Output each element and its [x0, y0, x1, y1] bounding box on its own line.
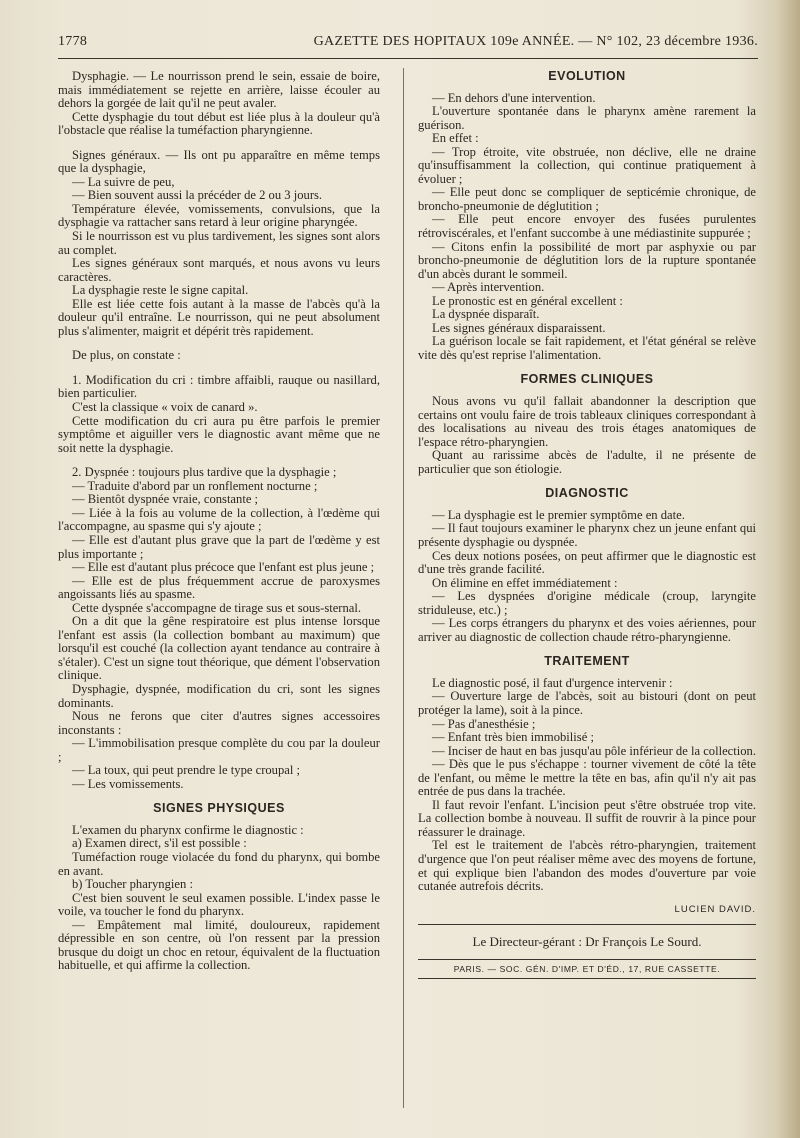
paragraph: Nous ne ferons que citer d'autres signes accessoires inconstants : — [58, 709, 380, 737]
paragraph: — Inciser de haut en bas jusqu'au pôle inférieur de la collection. — [432, 743, 756, 758]
paragraph: Si le nourrisson est vu plus tardivement, les signes sont alors au complet. — [58, 229, 380, 257]
page-number: 1778 — [58, 34, 88, 49]
page-header — [58, 34, 758, 56]
paragraph: 2. Dyspnée : toujours plus tardive que la dysphagie ; — [72, 465, 337, 480]
paragraph: — Il faut toujours examiner le pharynx chez un jeune enfant qui présente dysphagie ou dyspnée. — [418, 521, 756, 549]
section-heading-traitement: TRAITEMENT — [544, 654, 630, 669]
paragraph: — Enfant très bien immobilisé ; — [432, 730, 594, 745]
paragraph: Cette modification du cri aura pu être parfois le premier symptôme et aiguiller vers le diagnostic avant même que ne soit nette la dysphagie. — [58, 413, 380, 455]
director-line: Le Directeur-gérant : Dr François Le Sourd. — [472, 934, 702, 950]
paragraph: Les signes généraux disparaissent. — [432, 320, 606, 335]
paragraph: Dysphagie. — Le nourrisson prend le sein, essaie de boire, mais immédiatement se rejette en arrière, laisse écouler au dehors la gorgée de lait qu'il ne peut avaler. — [58, 69, 380, 111]
author-signature: LUCIEN DAVID. — [674, 903, 756, 915]
paragraph: — Empâtement mal limité, douloureux, rapidement dépressible en son centre, où l'on ressent par la pression brusque du doigt un choc en retour, équivalent de la fluctuation habituelle, et qui affirme la collection. — [58, 917, 380, 973]
paragraph: — Elle peut encore envoyer des fusées purulentes rétroviscérales, et l'enfant succombe à une médiastinite suppurée ; — [418, 212, 756, 241]
paragraph: — Elle est de plus fréquemment accrue de paroxysmes angoissants liés au spasme. — [58, 573, 380, 602]
paragraph: — Citons enfin la possibilité de mort par asphyxie ou par broncho-pneumonie de déglutition lors de la rupture spontanée d'un abcès durant le sommeil. — [418, 239, 756, 281]
paragraph: On élimine en effet immédiatement : — [432, 575, 618, 590]
paragraph: a) Examen direct, s'il est possible : — [72, 836, 247, 851]
paragraph: — Elle est d'autant plus précoce que l'enfant est plus jeune ; — [72, 560, 375, 575]
paragraph: — Elle est d'autant plus grave que la part de l'œdème y est plus importante ; — [58, 532, 380, 561]
director-rule — [418, 924, 756, 925]
paragraph: — La dysphagie est le premier symptôme en date. — [432, 507, 685, 522]
paragraph: On a dit que la gêne respiratoire est plus intense lorsque l'enfant est assis (la collection bombant au maximum) que lorsqu'il est couché (la collection ayant tendance au contraire à s'étaler). C'est un signe tout théorique, que dément l'observation clinique. — [58, 614, 380, 683]
paragraph: Cette dysphagie du tout début est liée plus à la douleur qu'à l'obstacle que réalise la tuméfaction pharyngienne. — [58, 109, 380, 138]
paragraph: La dyspnée disparaît. — [432, 307, 540, 322]
paragraph: — Après intervention. — [432, 280, 545, 295]
paragraph: Tel est le traitement de l'abcès rétro-pharyngien, traitement d'urgence que l'on peut réaliser même avec des moyens de fortune, et qui explique bien l'abandon des modes d'ouverture par voie cutanée autrefois décrits. — [418, 838, 756, 894]
paragraph: Quant au rarissime abcès de l'adulte, il ne présente de particulier que son étiologie. — [418, 448, 756, 476]
printer-rule-bottom — [418, 978, 756, 979]
paragraph: — L'immobilisation presque complète du cou par la douleur ; — [58, 736, 380, 764]
section-heading-diagnostic: DIAGNOSTIC — [545, 486, 629, 501]
paragraph: — La toux, qui peut prendre le type croupal ; — [72, 763, 301, 778]
paragraph: L'examen du pharynx confirme le diagnostic : — [72, 822, 304, 837]
paragraph: — Bien souvent aussi la précéder de 2 ou 3 jours. — [72, 188, 323, 203]
paragraph: Température élevée, vomissements, convulsions, que la dysphagie va rattacher sans retard à leur origine pharyngée. — [58, 201, 380, 230]
printer-line: PARIS. — SOC. GÉN. D'IMP. ET D'ÉD., 17, RUE CASSETTE. — [453, 963, 721, 974]
paragraph: La guérison locale se fait rapidement, et l'état général se relève vite dès qu'est reprise l'alimentation. — [418, 334, 756, 362]
paragraph: L'ouverture spontanée dans le pharynx amène rarement la guérison. — [418, 104, 756, 132]
paragraph: — Les vomissements. — [72, 776, 184, 791]
paragraph: — Elle peut donc se compliquer de septicémie chronique, de broncho-pneumonie de déglutition ; — [418, 185, 756, 213]
left-column — [58, 70, 380, 973]
paragraph: — Trop étroite, vite obstruée, non déclive, elle ne draine qu'insuffisamment la collection, qui continue pratiquement à évoluer ; — [418, 144, 756, 186]
header-rule — [58, 58, 758, 59]
printer-rule — [418, 959, 756, 960]
paragraph: b) Toucher pharyngien : — [72, 877, 193, 892]
paragraph: C'est bien souvent le seul examen possible. L'index passe le voile, va toucher le fond du pharynx. — [58, 890, 380, 919]
paragraph: Nous avons vu qu'il fallait abandonner la description que certains ont voulu faire de trois tableaux cliniques correspondant à des localisations au niveau des trois étages anatomiques de l'espace rétro-pharyngien. — [418, 394, 756, 449]
paragraph: Le diagnostic posé, il faut d'urgence intervenir : — [432, 675, 673, 690]
running-head: GAZETTE DES HOPITAUX 109e ANNÉE. — N° 102, 23 décembre 1936. — [313, 34, 758, 49]
paragraph: Dysphagie, dyspnée, modification du cri, sont les signes dominants. — [58, 681, 380, 710]
right-column — [418, 70, 756, 979]
paragraph: En effet : — [432, 131, 479, 146]
paragraph: Le pronostic est en général excellent : — [432, 293, 623, 308]
paragraph: — Liée à la fois au volume de la collection, à l'œdème qui l'accompagne, au spasme qui s'y ajoute ; — [58, 505, 380, 534]
paragraph: — Pas d'anesthésie ; — [432, 716, 536, 731]
paragraph: — Ouverture large de l'abcès, soit au bistouri (dont on peut protéger la lame), soit à la pince. — [418, 689, 756, 717]
section-heading-evolution: EVOLUTION — [548, 69, 626, 83]
paragraph: — Les dyspnées d'origine médicale (croup, laryngite striduleuse, etc.) ; — [418, 589, 756, 617]
paragraph: Cette dyspnée s'accompagne de tirage sus et sous-sternal. — [72, 600, 362, 615]
paragraph: C'est la classique « voix de canard ». — [72, 400, 258, 415]
paragraph: — La suivre de peu, — [72, 174, 175, 189]
paragraph: — Traduite d'abord par un ronflement nocturne ; — [72, 478, 318, 493]
paragraph: — Les corps étrangers du pharynx et des voies aériennes, pour arriver au diagnostic de collection chaude rétro-pharyngienne. — [418, 616, 756, 644]
paragraph: La dysphagie reste le signe capital. — [72, 283, 249, 298]
section-heading-formes-cliniques: FORMES CLINIQUES — [520, 372, 654, 387]
section-heading-signes-physiques: SIGNES PHYSIQUES — [153, 801, 285, 816]
paragraph: Tuméfaction rouge violacée du fond du pharynx, qui bombe en avant. — [58, 849, 380, 878]
paragraph: De plus, on constate : — [72, 348, 181, 363]
paragraph: — Bientôt dyspnée vraie, constante ; — [72, 492, 259, 507]
paragraph: Ces deux notions posées, on peut affirmer que le diagnostic est d'une très grande facilité. — [418, 548, 756, 577]
paragraph: — Dès que le pus s'échappe : tourner vivement de côté la tête de l'enfant, ou même le mettre la tête en bas, afin qu'il n'y ait pas entrée de pus dans la trachée. — [418, 757, 756, 799]
paragraph: 1. Modification du cri : timbre affaibli, rauque ou nasillard, bien particulier. — [58, 372, 380, 401]
paragraph: Il faut revoir l'enfant. L'incision peut s'être obstruée trop vite. La collection bombe à nouveau. Il suffit de rouvrir à la pince pour réassurer le drainage. — [418, 797, 756, 839]
column-divider — [403, 68, 404, 1108]
paragraph: Les signes généraux sont marqués, et nous avons vu leurs caractères. — [58, 256, 380, 284]
paragraph: — En dehors d'une intervention. — [432, 90, 596, 105]
paragraph: Signes généraux. — Ils ont pu apparaître en même temps que la dysphagie, — [58, 147, 380, 176]
paragraph: Elle est liée cette fois autant à la masse de l'abcès qu'à la douleur qu'il entraîne. Le nourrisson, qui ne peut absolument plus s'alimenter, maigrit et dépérit très rapidement. — [58, 296, 380, 338]
